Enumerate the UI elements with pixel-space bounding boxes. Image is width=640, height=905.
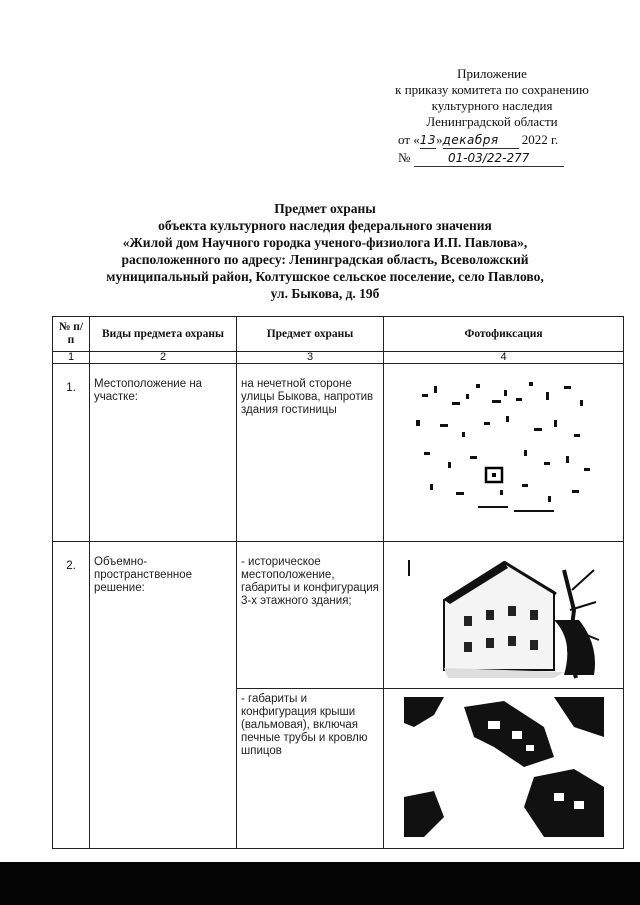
- appendix-line-2: к приказу комитета по сохранению: [395, 82, 589, 97]
- table-row: [53, 542, 624, 689]
- table-row: [53, 364, 624, 542]
- number-prefix: №: [398, 150, 411, 165]
- index-4: 4: [384, 352, 624, 364]
- title-line-2: объекта культурного наследия федерального значения: [158, 218, 492, 233]
- appendix-header: [372, 66, 612, 130]
- title-line-3: «Жилой дом Научного городка ученого-физиолога И.П. Павлова»,: [122, 235, 528, 250]
- title-line-6: ул. Быкова, д. 19б: [270, 286, 380, 301]
- order-number: [398, 150, 598, 167]
- scan-border: [0, 862, 640, 905]
- date-month: декабря: [443, 132, 519, 149]
- row-2-photo: [384, 542, 624, 689]
- document-title: [60, 200, 590, 302]
- index-1: 1: [53, 352, 90, 364]
- row-1-kind: Местоположение на участке:: [90, 364, 237, 542]
- header-kind: Виды предмета охраны: [90, 317, 237, 352]
- appendix-line-3: культурного наследия: [431, 98, 553, 113]
- header-subject: Предмет охраны: [237, 317, 384, 352]
- date-day: 13: [419, 133, 437, 147]
- row-3-photo: [384, 689, 624, 849]
- order-date: [398, 132, 598, 149]
- row-2-kind: Объемно-пространственное решение:: [90, 542, 237, 849]
- row-1-subject: на нечетной стороне улицы Быкова, напротив здания гостиницы: [237, 364, 384, 542]
- row-2-subject-2: - габариты и конфигурация крыши (вальмовая), включая печные трубы и кровлю шпицов: [237, 689, 384, 849]
- table-header-row: [53, 317, 624, 352]
- site-plan-map-image: [404, 372, 604, 522]
- date-prefix: от «: [398, 132, 420, 147]
- title-line-5: муниципальный район, Колтушское сельское поселение, село Павлово,: [106, 269, 544, 284]
- appendix-line-4: Ленинградской области: [426, 114, 558, 129]
- table-index-row: [53, 352, 624, 364]
- index-3: 3: [237, 352, 384, 364]
- date-sep: »: [436, 132, 443, 147]
- title-line-4: расположенного по адресу: Ленинградская область, Всеволожский: [121, 252, 529, 267]
- row-1-photo: [384, 364, 624, 542]
- appendix-line-1: Приложение: [457, 66, 527, 81]
- header-photo: Фотофиксация: [384, 317, 624, 352]
- title-line-1: Предмет охраны: [274, 201, 376, 216]
- date-year: 2022 г.: [521, 132, 559, 147]
- protection-subject-table: [52, 316, 624, 849]
- row-2-number: 2.: [53, 542, 90, 849]
- row-1-number: 1.: [53, 364, 90, 542]
- building-photo-image: [404, 550, 604, 680]
- row-2-subject: - историческое местоположение, габариты и конфигурация 3-х этажного здания;: [237, 542, 384, 689]
- index-2: 2: [90, 352, 237, 364]
- header-number: № п/п: [53, 317, 90, 352]
- roof-aerial-photo-image: [404, 697, 604, 837]
- number-value: 01-03/22-277: [414, 150, 564, 167]
